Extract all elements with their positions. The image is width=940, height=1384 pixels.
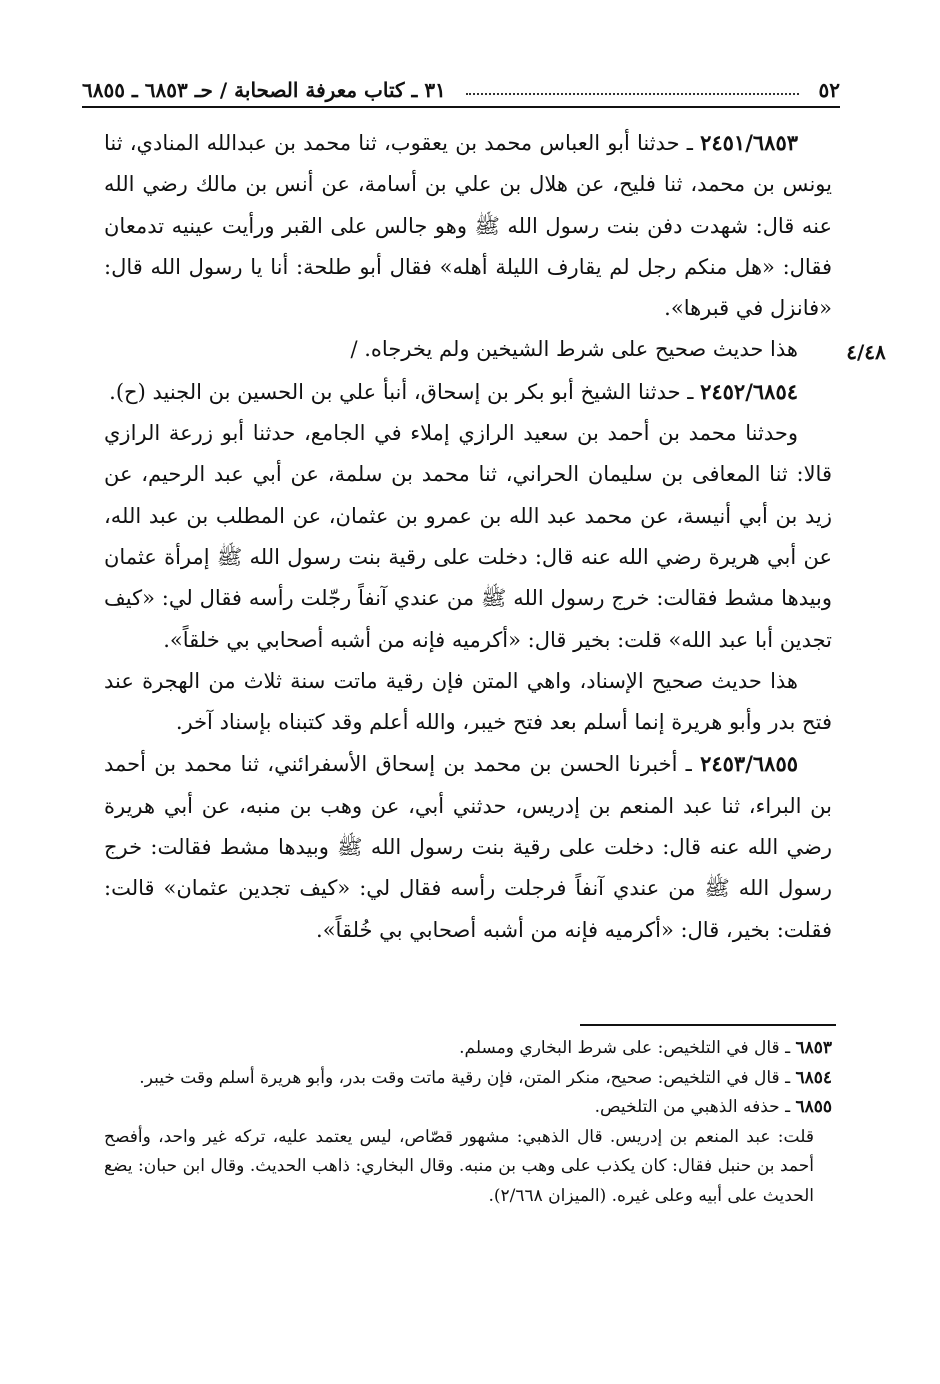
main-text (104, 122, 832, 951)
header-title: ٣١ ـ كتاب معرفة الصحابة / حـ ٦٨٥٣ ـ ٦٨٥٥ (82, 78, 446, 102)
footnote-text: ـ حذفه الذهبي من التلخيص. (594, 1097, 791, 1117)
hadith-text: ـ أخبرنا الحسن بن محمد بن إسحاق الأسفرائني، ثنا محمد بن أحمد بن البراء، ثنا عبد المنعم بن إدريس، حدثني أبي، عن وهب بن منبه، عن أبي هريرة رضي الله عنه قال: دخلت على رقية بنت رسول الله ﷺ وبيدها مشط فقالت: خرج رسول الله ﷺ من عندي آنفاً فرجلت رأسه فقال لي: «كيف تجدين عثمان» قالت: فقلت: بخير، قال: «أكرميه فإنه من أشبه أصحابي بي خُلقاً». (104, 752, 832, 942)
margin-volume-page-ref: ٤/٤٨ (846, 340, 886, 364)
footnote-6855-comment: قلت: عبد المنعم بن إدريس. قال الذهبي: مشهور قصّاص، ليس يعتمد عليه، تركه غير واحد، وأفصح أحمد بن حنبل فقال: كان يكذب على وهب بن منبه. وقال البخاري: ذاهب الحديث. وقال ابن حبان: يضع الحديث على أبيه وعلى غيره. (الميزان ٢/٦٦٨). (104, 1126, 814, 1206)
hadith-text: ـ حدثنا أبو العباس محمد بن يعقوب، ثنا محمد بن عبدالله المنادي، ثنا يونس بن محمد، ثنا فليح، عن هلال بن علي بن أسامة، عن أنس بن مالك رضي الله عنه قال: شهدت دفن بنت رسول الله ﷺ وهو جالس على القبر ورأيت عينيه تدمعان فقال: «هل منكم رجل لم يقارف الليلة أهله» فقال أبو طلحة: أنا يا رسول الله قال: «فانزل في قبرها». (104, 131, 832, 321)
hadith-6854 (104, 371, 832, 413)
hadith-number: ٢٤٥١/٦٨٥٣ (700, 130, 798, 155)
footnote-text: ـ قال في التلخيص: على شرط البخاري ومسلم. (459, 1038, 791, 1058)
hadith-6853-grade: هذا حديث صحيح على شرط الشيخين ولم يخرجاه. / (350, 337, 798, 362)
footnote-6854 (104, 1064, 832, 1094)
hadith-number: ٢٤٥٢/٦٨٥٤ (700, 378, 798, 404)
footnote-separator (580, 1024, 836, 1026)
footnote-6853 (104, 1034, 832, 1064)
footnote-6855 (104, 1093, 832, 1123)
footnotes (104, 1034, 832, 1211)
footnote-number: ٦٨٥٤ (795, 1067, 832, 1088)
footnote-number: ٦٨٥٣ (795, 1038, 832, 1058)
hadith-6853 (104, 122, 832, 329)
hadith-6855 (104, 743, 832, 950)
hadith-number: ٢٤٥٣/٦٨٥٥ (700, 751, 798, 777)
running-header (82, 74, 840, 108)
hadith-text: ـ حدثنا الشيخ أبو بكر بن إسحاق، أنبأ علي بن الحسين بن الجنيد (ح). (109, 379, 694, 404)
footnote-number: ٦٨٥٥ (795, 1097, 832, 1117)
footnote-text: ـ قال في التلخيص: صحيح، منكر المتن، فإن رقية ماتت وقت بدر، وأبو هريرة أسلم وقت خيبر. (139, 1067, 791, 1088)
hadith-6854-grade: هذا حديث صحيح الإسناد، واهي المتن فإن رقية ماتت سنة ثلاث من الهجرة عند فتح بدر وأبو هريرة إنما أسلم بعد فتح خيبر، والله أعلم وقد كتبناه بإسناد آخر. (104, 668, 832, 735)
hadith-6854-second-chain: وحدثنا محمد بن أحمد بن سعيد الرازي إملاء في الجامع، حدثنا أبو زرعة الرازي قالا: ثنا المعافى بن سليمان الحراني، ثنا محمد بن سلمة، عن أبي عبد الرحيم، عن زيد بن أبي أنيسة، عن محمد عبد الله بن عمرو بن عثمان، عن المطلب بن عبد الله، عن أبي هريرة رضي الله عنه قال: دخلت على رقية بنت رسول الله ﷺ إمرأة عثمان وبيدها مشط فقالت: خرج رسول الله ﷺ من عندي آنفاً رجّلت رأسه فقال لي: «كيف تجدين أبا عبد الله» قلت: بخير قال: «أكرميه فإنه من أشبه أصحابي بي خلقاً». (104, 421, 832, 652)
header-dot-leader (466, 93, 799, 95)
page-number: ٥٢ (818, 78, 840, 102)
